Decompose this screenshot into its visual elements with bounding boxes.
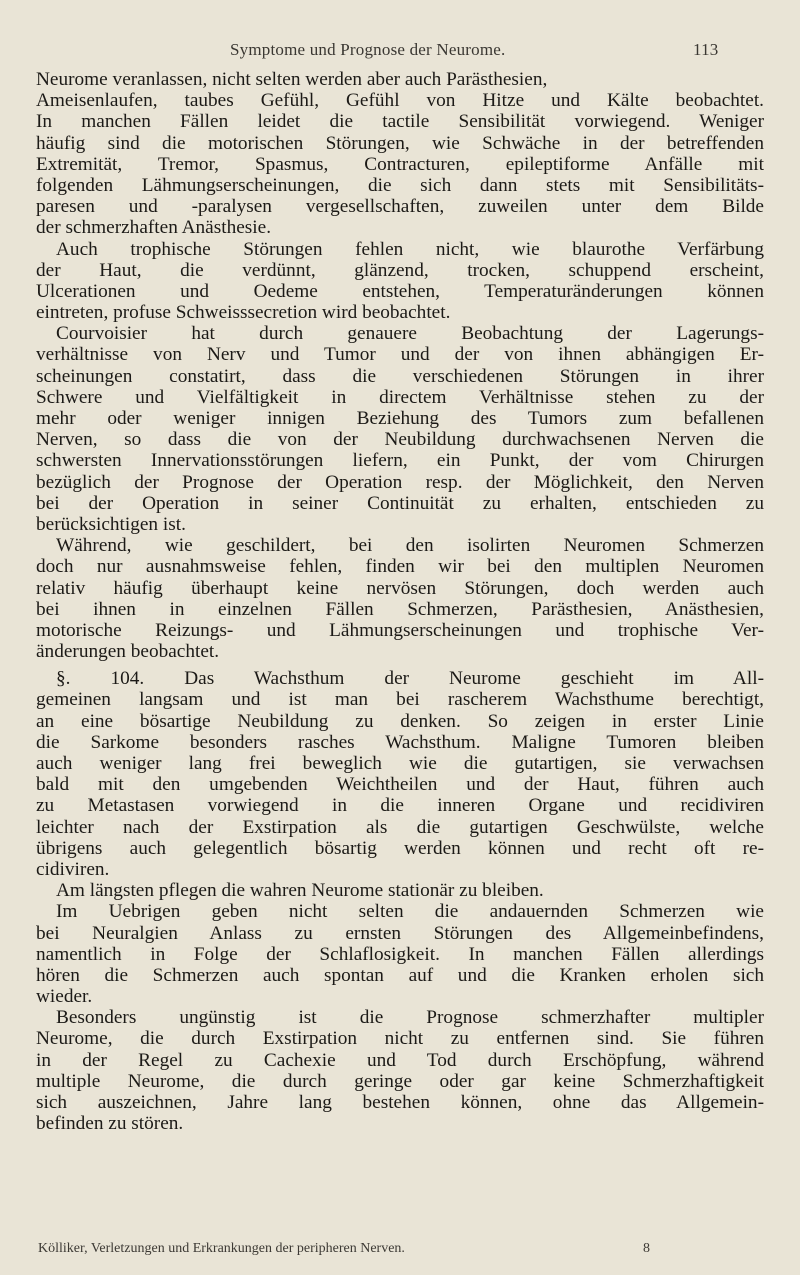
- text-line: bald mit den umgebenden Weichtheilen und der Haut, führen auch: [36, 774, 764, 796]
- text-line: Nerven, so dass die von der Neubildung durchwachsenen Nerven die: [36, 429, 764, 451]
- text-line: der Haut, die verdünnt, glänzend, trocken, schuppend erscheint,: [36, 259, 764, 281]
- text-line: Während, wie geschildert, bei den isolirten Neuromen Schmerzen: [56, 535, 764, 557]
- text-line: bei ihnen in einzelnen Fällen Schmerzen, Parästhesien, Anästhesien,: [36, 598, 764, 620]
- text-line: berücksichtigen ist.: [36, 513, 186, 535]
- body-text: [36, 69, 764, 1134]
- text-line: Extremität, Tremor, Spasmus, Contracturen, epileptiforme Anfälle mit: [36, 153, 764, 175]
- text-line: eintreten, profuse Schweisssecretion wird beobachtet.: [36, 302, 451, 324]
- text-line: häufig sind die motorischen Störungen, wie Schwäche in der betreffenden: [36, 132, 764, 154]
- text-line: Ameisenlaufen, taubes Gefühl, Gefühl von Hitze und Kälte beobachtet.: [36, 90, 764, 112]
- text-line: bei der Operation in seiner Continuität zu erhalten, entschieden zu: [36, 492, 764, 514]
- text-line: wieder.: [36, 986, 93, 1008]
- text-line: doch nur ausnahmsweise fehlen, finden wir bei den multiplen Neuromen: [36, 556, 764, 578]
- section-heading-line: §. 104. Das Wachsthum der Neurome geschieht im All-: [56, 668, 764, 690]
- text-line: gemeinen langsam und ist man bei rascherem Wachsthume berechtigt,: [36, 689, 764, 711]
- text-line: leichter nach der Exstirpation als die gutartigen Geschwülste, welche: [36, 816, 764, 838]
- text-line: Auch trophische Störungen fehlen nicht, wie blaurothe Verfärbung: [56, 238, 764, 260]
- text-line: in der Regel zu Cachexie und Tod durch Erschöpfung, während: [36, 1049, 764, 1071]
- text-line: folgenden Lähmungserscheinungen, die sich dann stets mit Sensibilitäts-: [36, 174, 764, 196]
- text-line: verhältnisse von Nerv und Tumor und der von ihnen abhängigen Er-: [36, 344, 764, 366]
- text-line: Ulcerationen und Oedeme entstehen, Temperaturänderungen können: [36, 280, 764, 302]
- text-line: Am längsten pflegen die wahren Neurome stationär zu bleiben.: [56, 880, 544, 902]
- text-line: übrigens auch gelegentlich bösartig werden können und recht oft re-: [36, 837, 764, 859]
- running-head-title: Symptome und Prognose der Neurome.: [230, 40, 506, 59]
- text-line: schwersten Innervationsstörungen liefern, ein Punkt, der vom Chirurgen: [36, 450, 764, 472]
- text-line: multiple Neurome, die durch geringe oder gar keine Schmerzhaftigkeit: [36, 1070, 764, 1092]
- text-line: Neurome, die durch Exstirpation nicht zu entfernen sind. Sie führen: [36, 1028, 764, 1050]
- text-line: befinden zu stören.: [36, 1113, 184, 1135]
- text-line: scheinungen constatirt, dass die verschiedenen Störungen in ihrer: [36, 365, 764, 387]
- text-line: relativ häufig überhaupt keine nervösen Störungen, doch werden auch: [36, 577, 764, 599]
- text-line: paresen und -paralysen vergesellschaften, zuweilen unter dem Bilde: [36, 196, 764, 218]
- text-line: bezüglich der Prognose der Operation resp. der Möglichkeit, den Nerven: [36, 471, 764, 493]
- text-line: hören die Schmerzen auch spontan auf und die Kranken erholen sich: [36, 964, 764, 986]
- text-line: cidiviren.: [36, 858, 110, 880]
- text-line: auch weniger lang frei beweglich wie die gutartigen, sie verwachsen: [36, 753, 764, 774]
- text-line: mehr oder weniger innigen Beziehung des Tumors zum befallenen: [36, 408, 764, 429]
- text-line: änderungen beobachtet.: [36, 641, 220, 663]
- text-line: Courvoisier hat durch genauere Beobachtung der Lagerungs-: [56, 323, 764, 345]
- text-line: zu Metastasen vorwiegend in die inneren Organe und recidiviren: [36, 795, 764, 817]
- text-line: motorische Reizungs- und Lähmungserscheinungen und trophische Ver-: [36, 619, 764, 641]
- signature-mark: 8: [643, 1241, 650, 1256]
- text-line: der schmerzhaften Anästhesie.: [36, 217, 272, 239]
- text-line: Neurome veranlassen, nicht selten werden aber auch Parästhesien,: [36, 69, 548, 90]
- text-line: namentlich in Folge der Schlaflosigkeit. In manchen Fällen allerdings: [36, 943, 764, 965]
- text-line: bei Neuralgien Anlass zu ernsten Störungen des Allgemeinbefindens,: [36, 922, 764, 944]
- page-number: 113: [693, 40, 719, 59]
- text-line: an eine bösartige Neubildung zu denken. So zeigen in erster Linie: [36, 710, 764, 732]
- text-line: Im Uebrigen geben nicht selten die andauernden Schmerzen wie: [56, 901, 764, 923]
- footer-source-line: Kölliker, Verletzungen und Erkrankungen der peripheren Nerven.: [38, 1241, 405, 1256]
- footer: [38, 1241, 728, 1257]
- text-line: sich auszeichnen, Jahre lang bestehen können, ohne das Allgemein-: [36, 1092, 764, 1113]
- text-line: Besonders ungünstig ist die Prognose schmerzhafter multipler: [56, 1007, 764, 1029]
- text-line: Schwere und Vielfältigkeit in directem Verhältnisse stehen zu der: [36, 386, 764, 408]
- text-line: die Sarkome besonders rasches Wachsthum. Maligne Tumoren bleiben: [36, 731, 764, 753]
- text-line: In manchen Fällen leidet die tactile Sensibilität vorwiegend. Weniger: [36, 111, 764, 133]
